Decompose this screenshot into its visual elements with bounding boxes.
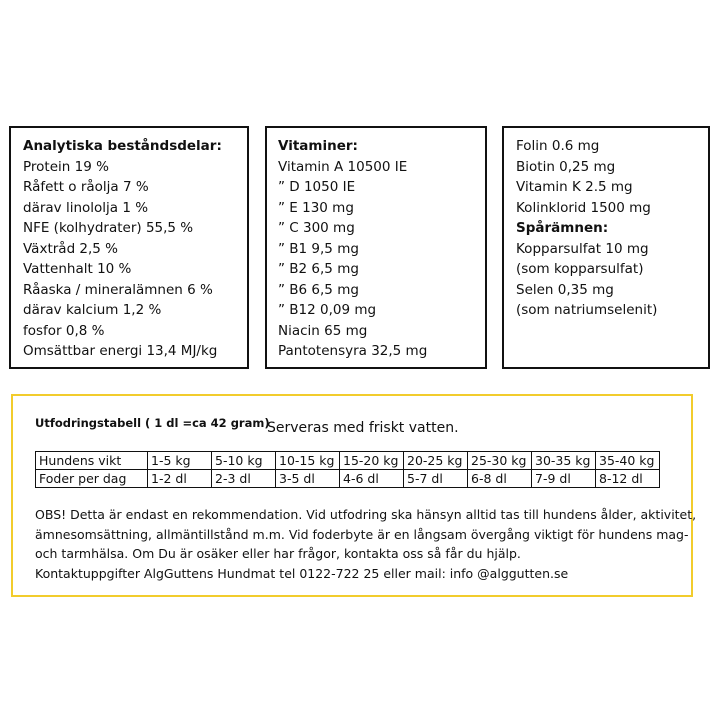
- vitamins-title: Vitaminer:: [278, 138, 358, 154]
- analytical-line: Råaska / mineralämnen 6 %: [23, 281, 213, 298]
- trace-element-line: (som kopparsulfat): [516, 261, 644, 277]
- trace-element-line: Kopparsulfat 10 mg: [516, 240, 649, 257]
- trace-elements-title: Spårämnen:: [516, 220, 609, 236]
- analytical-line: därav kalcium 1,2 %: [23, 302, 162, 318]
- trace-element-line: (som natriumselenit): [516, 302, 658, 318]
- analytical-constituents-box: [9, 126, 249, 369]
- table-cell: 25-30 kg: [468, 452, 532, 470]
- table-cell: 5-10 kg: [212, 452, 276, 470]
- vitamin-line: ” D 1050 IE: [278, 179, 356, 195]
- vitamin-line: ” C 300 mg: [278, 220, 355, 236]
- contact-line: Kontaktuppgifter AlgGuttens Hundmat tel 0122-722 25 eller mail: info @alggutten.se: [35, 565, 569, 581]
- row-label-food: Foder per dag: [36, 470, 148, 488]
- analytical-line: fosfor 0,8 %: [23, 322, 105, 339]
- vitamins-box: [265, 126, 487, 369]
- table-cell: 2-3 dl: [212, 470, 276, 488]
- analytical-line: Råfett o råolja 7 %: [23, 179, 149, 195]
- table-cell: 20-25 kg: [404, 452, 468, 470]
- mineral-line: Biotin 0,25 mg: [516, 158, 616, 175]
- table-cell: 4-6 dl: [340, 470, 404, 488]
- note-line: ämnesomsättning, allmäntillstånd m.m. Vid foderbyte är en långsam övergång viktigt för hundens mag-: [35, 526, 689, 542]
- vitamin-line: Vitamin A 10500 IE: [278, 158, 408, 175]
- analytical-line: därav linololja 1 %: [23, 199, 149, 216]
- table-cell: 10-15 kg: [276, 452, 340, 470]
- table-row-food: [36, 470, 660, 488]
- table-cell: 1-5 kg: [148, 452, 212, 470]
- vitamin-line: Pantotensyra 32,5 mg: [278, 343, 428, 359]
- serve-note: Serveras med friskt vatten.: [267, 420, 459, 436]
- analytical-line: NFE (kolhydrater) 55,5 %: [23, 220, 194, 236]
- feeding-table-title: Utfodringstabell ( 1 dl =ca 42 gram): [35, 416, 270, 430]
- mineral-line: Folin 0.6 mg: [516, 138, 600, 154]
- recommendation-note: [35, 505, 696, 583]
- feeding-table: [35, 451, 660, 488]
- table-cell: 3-5 dl: [276, 470, 340, 488]
- feeding-panel: [11, 394, 697, 597]
- table-row-weight: [36, 452, 660, 470]
- table-cell: 1-2 dl: [148, 470, 212, 488]
- trace-element-line: Selen 0,35 mg: [516, 281, 614, 298]
- analytical-title: Analytiska beståndsdelar:: [23, 138, 222, 154]
- table-cell: 5-7 dl: [404, 470, 468, 488]
- table-cell: 7-9 dl: [532, 470, 596, 488]
- note-line: och tarmhälsa. Om Du är osäker eller har frågor, kontakta oss så får du hjälp.: [35, 546, 521, 561]
- row-label-weight: Hundens vikt: [36, 452, 148, 470]
- analytical-line: Protein 19 %: [23, 158, 109, 175]
- vitamin-line: ” B1 9,5 mg: [278, 240, 359, 257]
- analytical-line: Vattenhalt 10 %: [23, 261, 132, 277]
- vitamin-line: ” B12 0,09 mg: [278, 302, 377, 318]
- vitamin-line: ” E 130 mg: [278, 199, 354, 216]
- vitamin-line: ” B6 6,5 mg: [278, 281, 359, 298]
- analytical-line: Växtråd 2,5 %: [23, 240, 119, 257]
- table-cell: 30-35 kg: [532, 452, 596, 470]
- mineral-line: Vitamin K 2.5 mg: [516, 179, 633, 195]
- analytical-line: Omsättbar energi 13,4 MJ/kg: [23, 343, 218, 359]
- mineral-line: Kolinklorid 1500 mg: [516, 199, 651, 216]
- table-cell: 8-12 dl: [596, 470, 660, 488]
- table-cell: 6-8 dl: [468, 470, 532, 488]
- note-line: OBS! Detta är endast en rekommendation. Vid utfodring ska hänsyn alltid tas till hundens ålder, aktivitet,: [35, 507, 697, 522]
- vitamin-line: Niacin 65 mg: [278, 322, 368, 339]
- vitamin-line: ” B2 6,5 mg: [278, 261, 359, 277]
- minerals-box: [502, 126, 710, 369]
- table-cell: 15-20 kg: [340, 452, 404, 470]
- table-cell: 35-40 kg: [596, 452, 660, 470]
